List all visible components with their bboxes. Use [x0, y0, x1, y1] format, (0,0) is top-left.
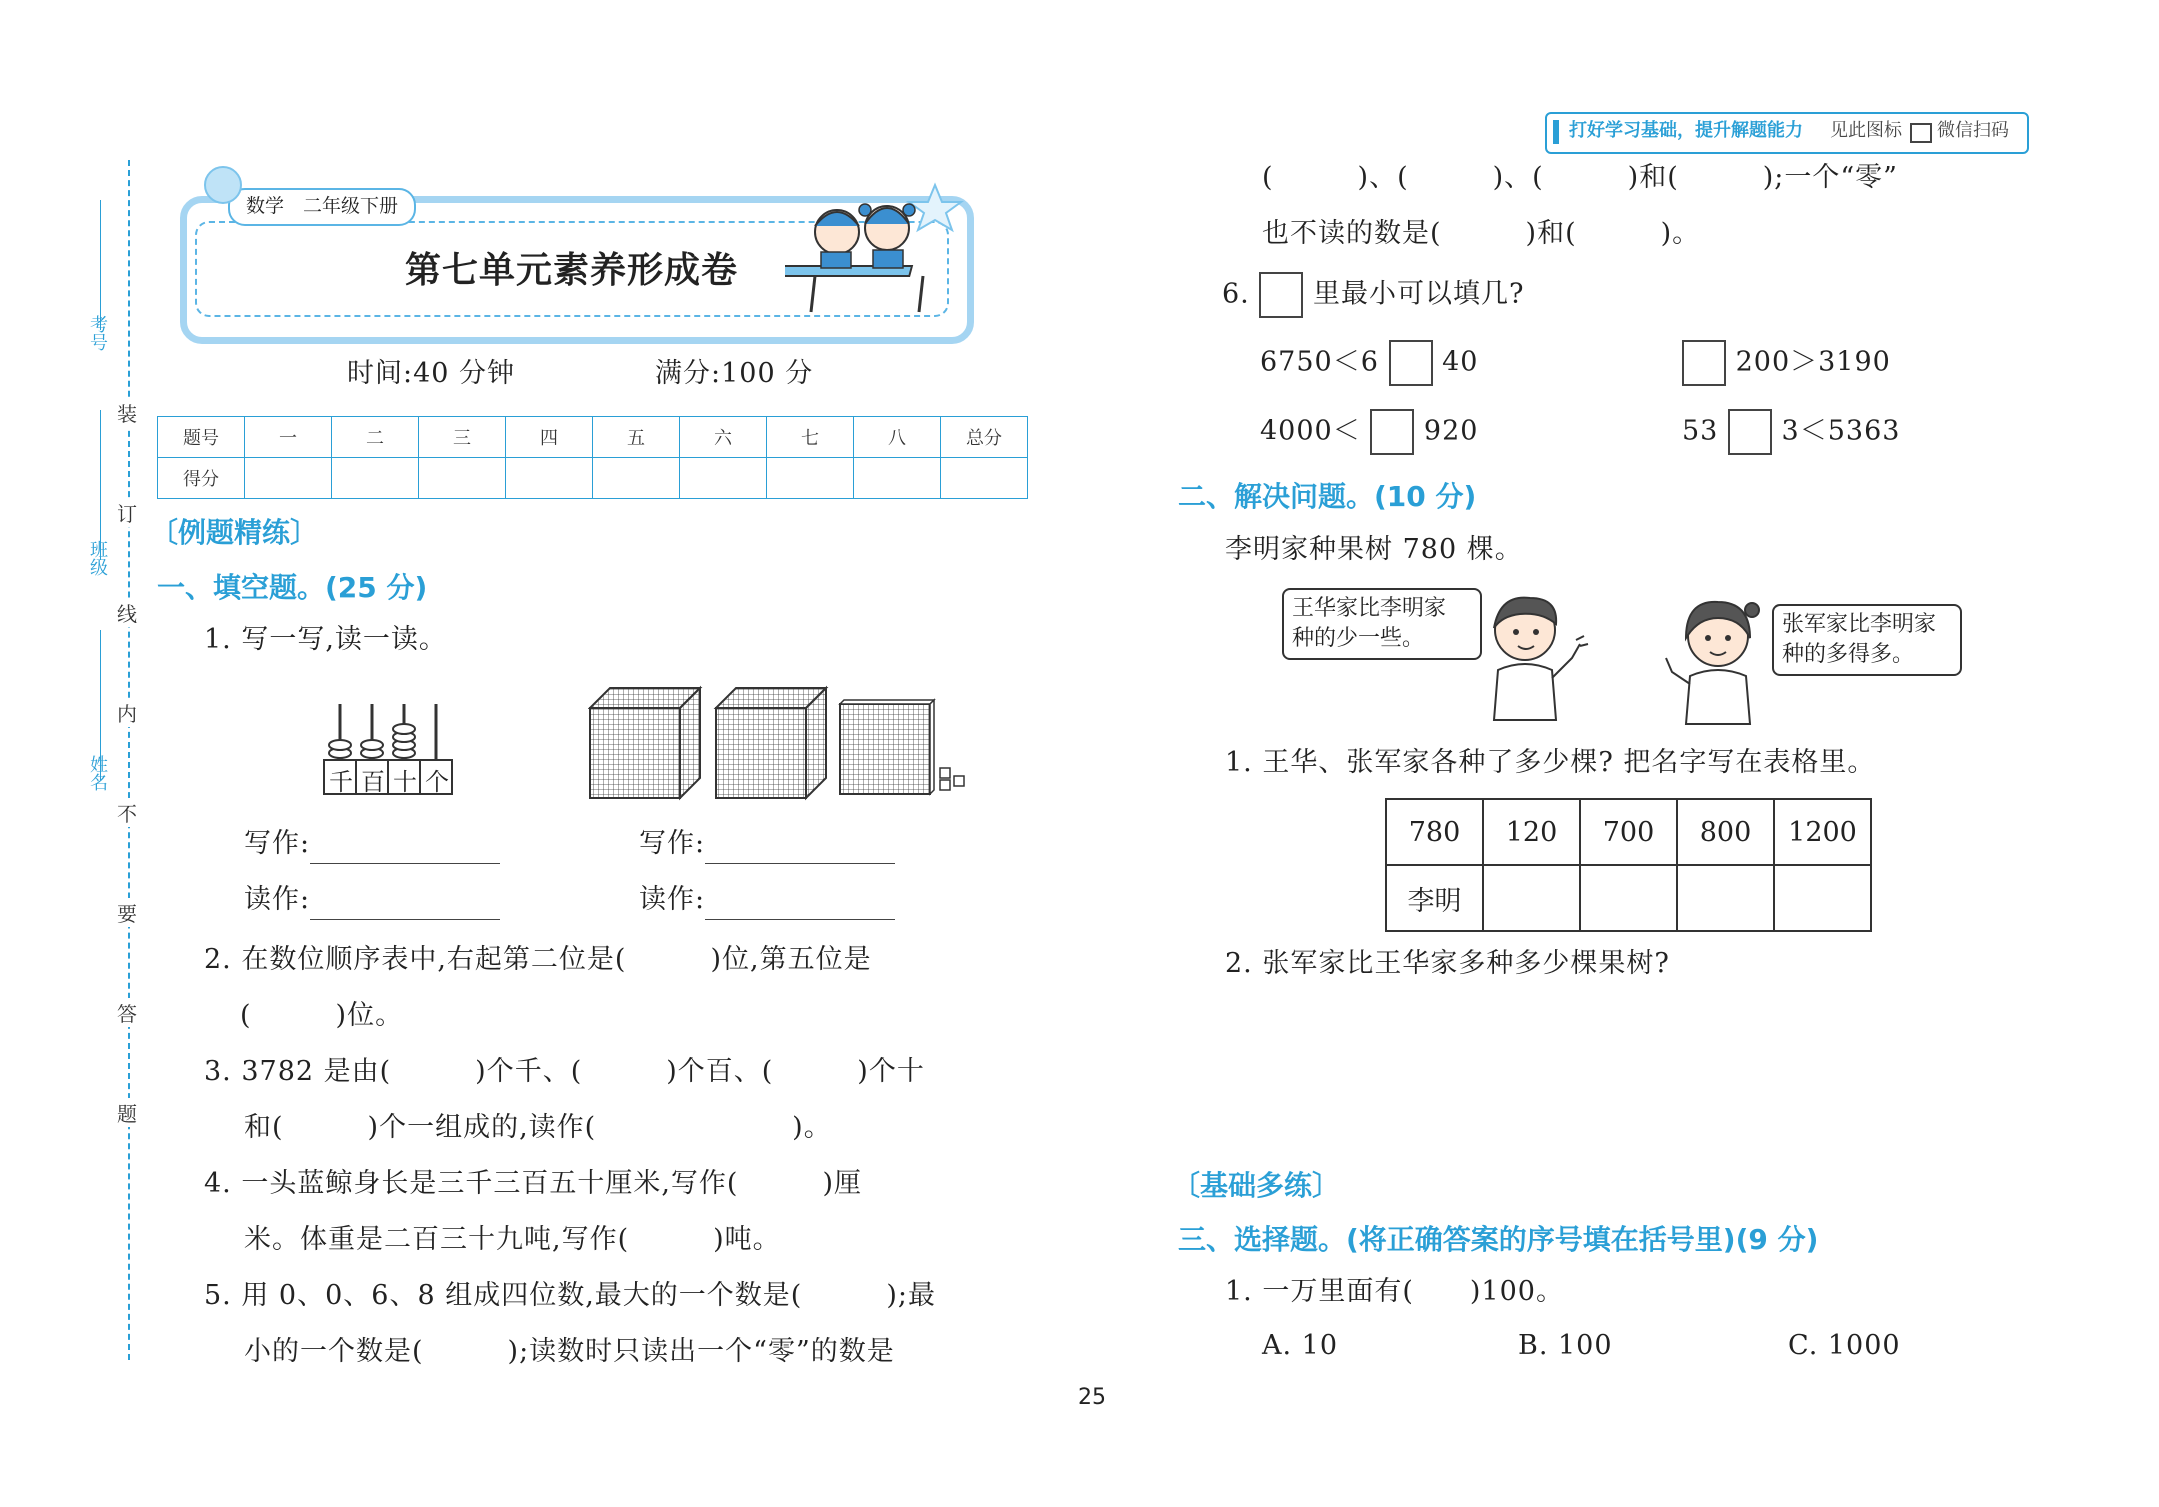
answer-box[interactable]	[1389, 340, 1433, 386]
question-5-line4: 也不读的数是( )和( )。	[1262, 218, 1701, 249]
score-table-header-row	[158, 417, 1028, 458]
question-6	[1222, 272, 1524, 318]
binding-char: 订	[117, 498, 137, 527]
flower-decoration	[204, 166, 242, 204]
fruit-table-value: 1200	[1774, 799, 1871, 865]
question-6-text: 里最小可以填几?	[1312, 278, 1525, 310]
exam-full-score: 满分:100 分	[655, 358, 814, 389]
section1-heading: 一、填空题。(25 分)	[157, 571, 428, 604]
read-answer-2	[639, 880, 895, 920]
bubble-left-line1: 王华家比李明家	[1292, 596, 1447, 621]
score-cell[interactable]	[419, 458, 506, 499]
score-table-header-cell: 总分	[941, 417, 1028, 458]
binding-char: 线	[117, 598, 137, 627]
score-cell[interactable]	[941, 458, 1028, 499]
write-answer-line[interactable]	[310, 833, 500, 864]
fruit-table-name-blank[interactable]	[1580, 865, 1677, 931]
score-cell[interactable]	[854, 458, 941, 499]
binding-label-class: 班级	[87, 540, 108, 576]
banner-slogan: 打好学习基础，提升解题能力	[1569, 120, 1803, 141]
abacus-label-thousands: 千	[329, 768, 353, 796]
q6-item-post: 3＜5363	[1781, 415, 1901, 447]
question-5-line2: 小的一个数是( );读数时只读出一个“零”的数是	[244, 1336, 895, 1367]
question-1: 1. 写一写,读一读。	[204, 624, 447, 655]
bubble-right-line2: 种的多得多。	[1782, 642, 1915, 667]
score-table	[157, 416, 1028, 499]
banner-scan-text2: 微信扫码	[1937, 120, 2009, 141]
question-3-line2: 和( )个一组成的,读作( )。	[244, 1112, 832, 1143]
read-answer-line[interactable]	[705, 889, 895, 920]
score-table-header-cell: 一	[245, 417, 332, 458]
binding-char: 题	[117, 1098, 137, 1127]
abacus-label-hundreds: 百	[361, 768, 385, 796]
base-ten-blocks-illustration	[588, 684, 998, 804]
question-2-line2: ( )位。	[240, 1000, 404, 1031]
binding-dashed-line	[128, 160, 130, 1360]
question-5-line3: ( )、( )、( )和( );一个“零”	[1262, 162, 1898, 193]
bubble-right-line1: 张军家比李明家	[1782, 612, 1937, 637]
fruit-table-value: 700	[1580, 799, 1677, 865]
q6-item-pre: 6750＜6	[1260, 346, 1379, 378]
q6-item-post: 200＞3190	[1735, 346, 1891, 378]
fruit-table-value: 120	[1483, 799, 1580, 865]
page-number: 25	[1078, 1385, 1106, 1410]
score-table-header-cell: 六	[680, 417, 767, 458]
q6-item-3	[1260, 409, 1478, 455]
write-answer-1	[244, 824, 500, 864]
choice-question-1: 1. 一万里面有( )100。	[1225, 1276, 1564, 1307]
choice-option-b[interactable]: B. 100	[1518, 1330, 1613, 1361]
sub-question-2: 2. 张军家比王华家多种多少棵果树?	[1225, 948, 1670, 979]
fruit-tree-table	[1385, 798, 1872, 932]
subject-label: 数学 二年级下册	[246, 195, 399, 217]
question-4-line2: 米。体重是二百三十九吨,写作( )吨。	[244, 1224, 781, 1255]
bubble-left-line2: 种的少一些。	[1292, 626, 1425, 651]
fruit-table-value: 780	[1386, 799, 1483, 865]
question-2-line1: 2. 在数位顺序表中,右起第二位是( )位,第五位是	[204, 944, 872, 975]
write-label: 写作:	[639, 828, 706, 859]
page-title: 第七单元素养形成卷	[405, 250, 739, 291]
question-6-number: 6.	[1222, 278, 1250, 310]
q6-item-pre: 4000＜	[1260, 415, 1361, 447]
score-table-header-cell: 五	[593, 417, 680, 458]
banner-stripe	[1553, 120, 1559, 144]
section2-heading: 二、解决问题。(10 分)	[1178, 480, 1477, 513]
question-3-line1: 3. 3782 是由( )个千、( )个百、( )个十	[204, 1056, 925, 1087]
score-table-score-row	[158, 458, 1028, 499]
binding-underline	[100, 410, 101, 560]
q6-item-pre: 53	[1682, 415, 1719, 447]
binding-underline	[100, 200, 101, 330]
qr-icon	[1910, 123, 1932, 143]
q6-item-post: 920	[1423, 415, 1479, 447]
girl-illustration	[1658, 592, 1768, 728]
boy-illustration	[1480, 588, 1590, 724]
read-label: 读作:	[639, 884, 706, 915]
write-answer-2	[639, 824, 895, 864]
q6-item-2	[1682, 340, 1891, 386]
binding-label-exam-number: 考号	[87, 315, 108, 351]
question-4-line1: 4. 一头蓝鲸身长是三千三百五十厘米,写作( )厘	[204, 1168, 862, 1199]
kids-illustration	[785, 180, 965, 320]
subject-tag	[228, 188, 416, 226]
score-cell[interactable]	[593, 458, 680, 499]
fruit-table-value: 800	[1677, 799, 1774, 865]
read-answer-1	[244, 880, 500, 920]
score-cell[interactable]	[332, 458, 419, 499]
answer-box[interactable]	[1370, 409, 1414, 455]
abacus-label-ones: 个	[425, 768, 449, 796]
exam-time: 时间:40 分钟	[347, 358, 516, 389]
read-label: 读作:	[244, 884, 311, 915]
score-table-header-cell: 题号	[158, 417, 245, 458]
q6-item-1	[1260, 340, 1478, 386]
fruit-table-names-row	[1386, 865, 1871, 931]
binding-char: 装	[117, 398, 137, 427]
basic-practice-tag: 〔基础多练〕	[1172, 1169, 1341, 1202]
choice-option-a[interactable]: A. 10	[1262, 1330, 1339, 1361]
score-table-row-label: 得分	[158, 458, 245, 499]
score-table-header-cell: 七	[767, 417, 854, 458]
choice-option-c[interactable]: C. 1000	[1788, 1330, 1901, 1361]
q6-item-post: 40	[1442, 346, 1479, 378]
score-table-header-cell: 三	[419, 417, 506, 458]
q6-item-4	[1682, 409, 1900, 455]
read-answer-line[interactable]	[310, 889, 500, 920]
speech-bubble-left	[1282, 588, 1482, 660]
binding-char: 内	[117, 698, 137, 727]
binding-label-name: 姓名	[87, 755, 108, 791]
example-tag: 〔例题精练〕	[150, 516, 319, 549]
score-table-header-cell: 四	[506, 417, 593, 458]
binding-char: 答	[117, 998, 137, 1027]
binding-char: 不	[117, 798, 137, 827]
write-label: 写作:	[244, 828, 311, 859]
sub-question-1: 1. 王华、张军家各种了多少棵? 把名字写在表格里。	[1225, 747, 1876, 778]
header-banner	[1545, 112, 2029, 154]
score-table-header-cell: 二	[332, 417, 419, 458]
question-5-line1: 5. 用 0、0、6、8 组成四位数,最大的一个数是( );最	[204, 1280, 936, 1311]
score-cell[interactable]	[767, 458, 854, 499]
blank-box-icon	[1259, 272, 1303, 318]
abacus-label-tens: 十	[393, 768, 417, 796]
fruit-table-name-blank[interactable]	[1677, 865, 1774, 931]
fruit-table-name: 李明	[1386, 865, 1483, 931]
problem-intro: 李明家种果树 780 棵。	[1225, 534, 1523, 565]
section3-heading: 三、选择题。(将正确答案的序号填在括号里)(9 分)	[1178, 1223, 1819, 1256]
answer-box[interactable]	[1728, 409, 1772, 455]
banner-scan-text: 见此图标	[1830, 120, 1902, 141]
binding-margin	[80, 160, 150, 1360]
fruit-table-name-blank[interactable]	[1483, 865, 1580, 931]
write-answer-line[interactable]	[705, 833, 895, 864]
binding-underline	[100, 630, 101, 780]
score-cell[interactable]	[506, 458, 593, 499]
score-cell[interactable]	[680, 458, 767, 499]
score-cell[interactable]	[245, 458, 332, 499]
fruit-table-name-blank[interactable]	[1774, 865, 1871, 931]
binding-char: 要	[117, 898, 137, 927]
answer-box[interactable]	[1682, 340, 1726, 386]
fruit-table-values-row	[1386, 799, 1871, 865]
speech-bubble-right	[1772, 604, 1962, 676]
score-table-header-cell: 八	[854, 417, 941, 458]
